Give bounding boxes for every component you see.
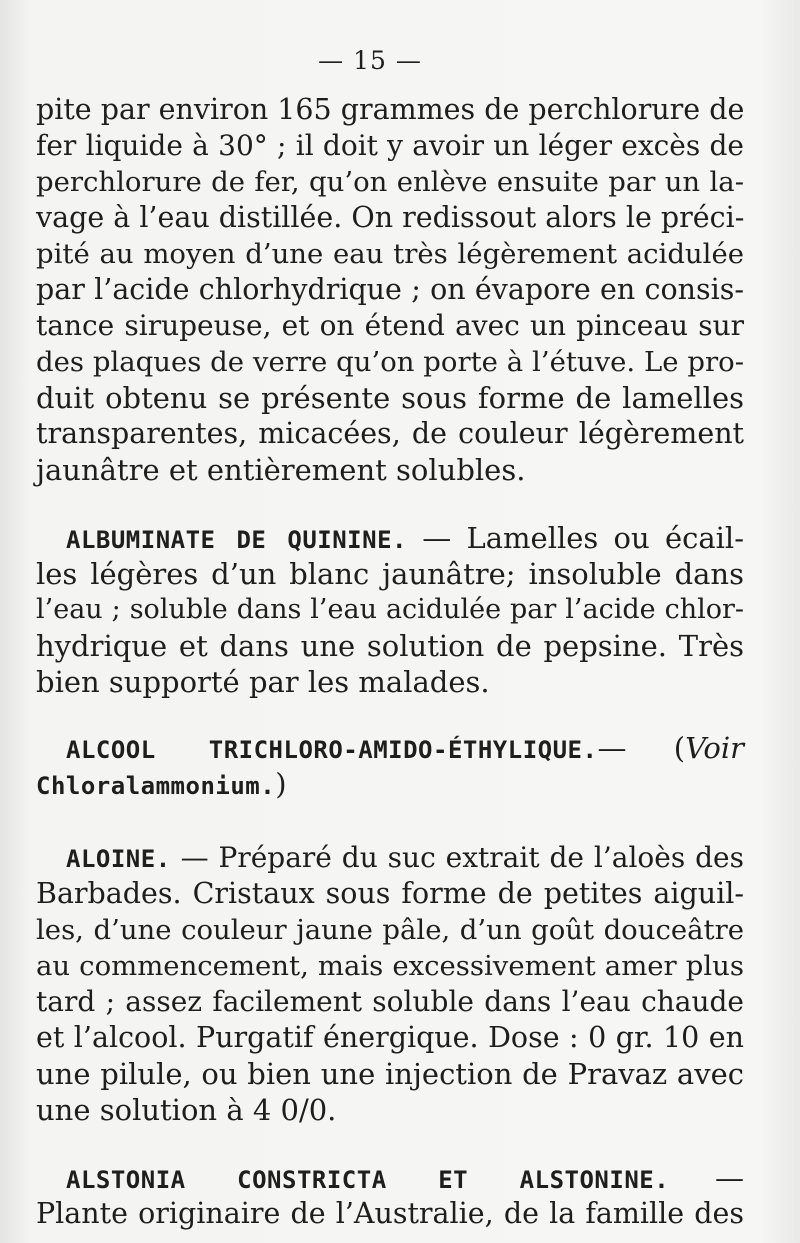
text-line: fer liquide à 30° ; il doit y avoir un léger excès de: [36, 129, 744, 162]
text-line: perchlorure de fer, qu’on enlève ensuite par un la-: [36, 166, 744, 198]
entry-text: ): [275, 767, 287, 801]
entry-alstonia: [36, 1160, 744, 1232]
text-line: pite par environ 165 grammes de perchlorure de: [36, 93, 745, 126]
text-line: jaunâtre et entièrement solubles.: [36, 453, 526, 487]
text-line: Barbades. Cristaux sous forme de petites aiguil-: [36, 877, 744, 910]
entry-see-also: Voir: [685, 731, 744, 765]
entry-first-line: [36, 730, 744, 766]
text-line: tard ; assez facilement soluble dans l’eau chaude: [36, 985, 744, 1018]
entry-heading: ALOINE.: [66, 845, 171, 873]
text-line: transparentes, micacées, de couleur légèrement: [36, 417, 744, 450]
text-line: les, d’une couleur jaune pâle, d’un goût douceâtre: [36, 914, 744, 946]
text-line: Plante originaire de l’Australie, de la famille des: [36, 1197, 744, 1230]
text-line: par l’acide chlorhydrique ; on évapore en consis-: [36, 273, 744, 306]
text-line: une pilule, ou bien une injection de Pravaz avec: [36, 1057, 744, 1091]
entry-heading: ALSTONIA CONSTRICTA ET ALSTONINE.: [66, 1166, 670, 1194]
text-line: au commencement, mais excessivement amer plus: [36, 950, 744, 982]
page-number: — 15 —: [318, 46, 422, 75]
entry-text: — Préparé du suc extrait de l’aloès des: [170, 841, 744, 874]
entry-alcool: [36, 730, 744, 802]
cross-reference: Chloralammonium.: [36, 772, 276, 800]
text-line: et l’alcool. Purgatif énergique. Dose : 0 gr. 10 en: [36, 1021, 744, 1054]
text-line: une solution à 4 0/0.: [36, 1093, 337, 1127]
entry-first-line: [36, 1160, 744, 1196]
entry-first-line: [36, 520, 744, 556]
text-line: pité au moyen d’une eau très légèrement acidulée: [36, 238, 744, 270]
text-line: tance sirupeuse, et on étend avec un pinceau sur: [36, 309, 744, 342]
text-line: l’eau ; soluble dans l’eau acidulée par l’acide chlor-: [36, 594, 744, 625]
paragraph-continuation: [36, 92, 744, 488]
text-line: bien supporté par les malades.: [36, 665, 490, 699]
text-line: vage à l’eau distillée. On redissout alors le préci-: [36, 201, 745, 234]
entry-heading: ALCOOL TRICHLORO-AMIDO-ÉTHYLIQUE.: [66, 736, 598, 764]
entry-heading: ALBUMINATE DE QUININE.: [66, 526, 407, 554]
text-line: hydrique et dans une solution de pepsine. Très: [36, 629, 744, 663]
text-line: les légères d’un blanc jaunâtre; insoluble dans: [36, 557, 744, 591]
entry-text: — Lamelles ou écail-: [406, 521, 744, 555]
text-line: des plaques de verre qu’on porte à l’étuve. Le pro-: [36, 346, 744, 378]
entry-first-line: [36, 840, 744, 876]
text-line: duit obtenu se présente sous forme de lamelles: [36, 381, 744, 415]
text-line: [36, 766, 744, 802]
entry-text: — (: [597, 731, 686, 765]
entry-text: —: [669, 1161, 745, 1195]
entry-albuminate: [36, 520, 744, 700]
entry-aloine: [36, 840, 744, 1128]
